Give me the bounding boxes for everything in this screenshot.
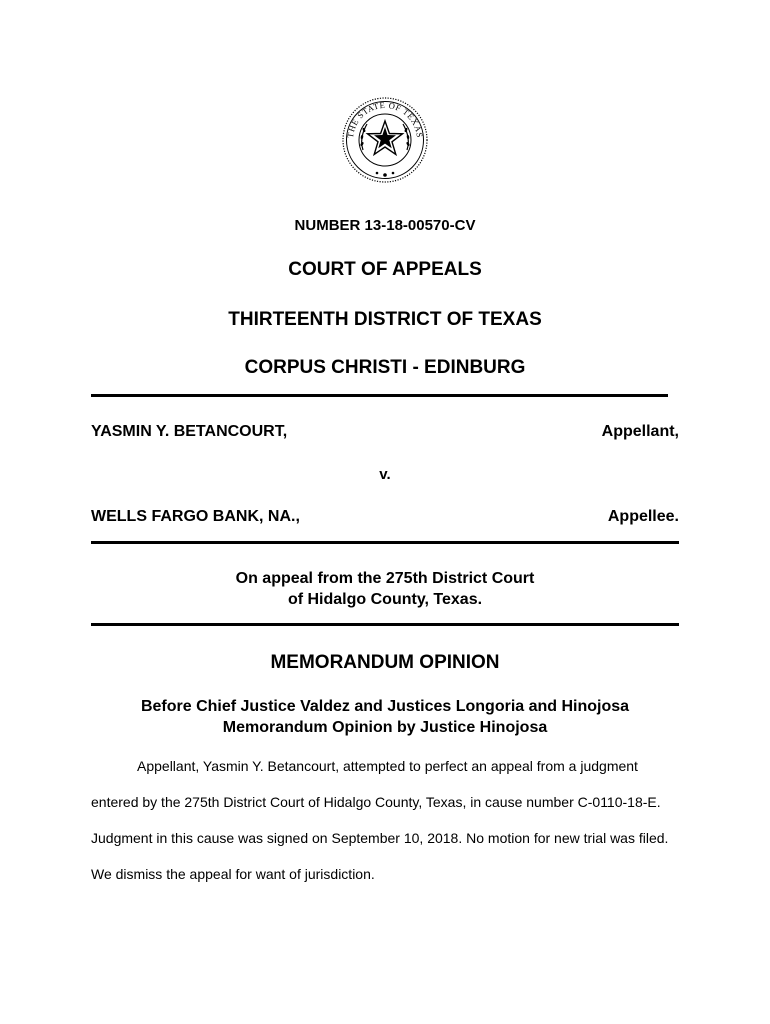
appellant-name: YASMIN Y. BETANCOURT,: [91, 423, 288, 440]
opinion-title: MEMORANDUM OPINION: [270, 652, 500, 673]
texas-state-seal: [341, 94, 429, 186]
appeal-source-line: On appeal from the 275th District Court: [235, 570, 535, 587]
versus-label: v.: [379, 466, 391, 483]
appellee-role: Appellee.: [607, 508, 679, 525]
opinion-paragraph: Appellant, Yasmin Y. Betancourt, attempted to perfect an appeal from a judgment entered by the 275th District Court of Hidalgo County, Texas, in cause number C-0110-18-E. Judgment in this cause was signed on September 10, 2018. No motion for new trial was filed. We dismiss the appeal for want of jurisdiction.: [91, 758, 669, 882]
appellee-name: WELLS FARGO BANK, NA.,: [91, 508, 300, 525]
case-number: NUMBER 13-18-00570-CV: [294, 217, 476, 234]
appeal-source-line: of Hidalgo County, Texas.: [287, 591, 483, 608]
panel-justices: Before Chief Justice Valdez and Justices Longoria and Hinojosa: [140, 698, 630, 715]
seal-text: THE STATE OF TEXAS: [345, 99, 425, 139]
opinion-body: [91, 748, 681, 892]
divider-rule: [91, 541, 679, 544]
court-district: THIRTEENTH DISTRICT OF TEXAS: [228, 309, 542, 330]
court-location: CORPUS CHRISTI - EDINBURG: [244, 357, 526, 378]
opinion-author: Memorandum Opinion by Justice Hinojosa: [222, 719, 548, 736]
appellant-role: Appellant,: [601, 423, 679, 440]
court-name: COURT OF APPEALS: [288, 259, 482, 280]
divider-rule: [91, 623, 679, 626]
opinion-panel: [0, 696, 770, 738]
appeal-source: [0, 568, 770, 610]
divider-rule: [91, 394, 668, 397]
